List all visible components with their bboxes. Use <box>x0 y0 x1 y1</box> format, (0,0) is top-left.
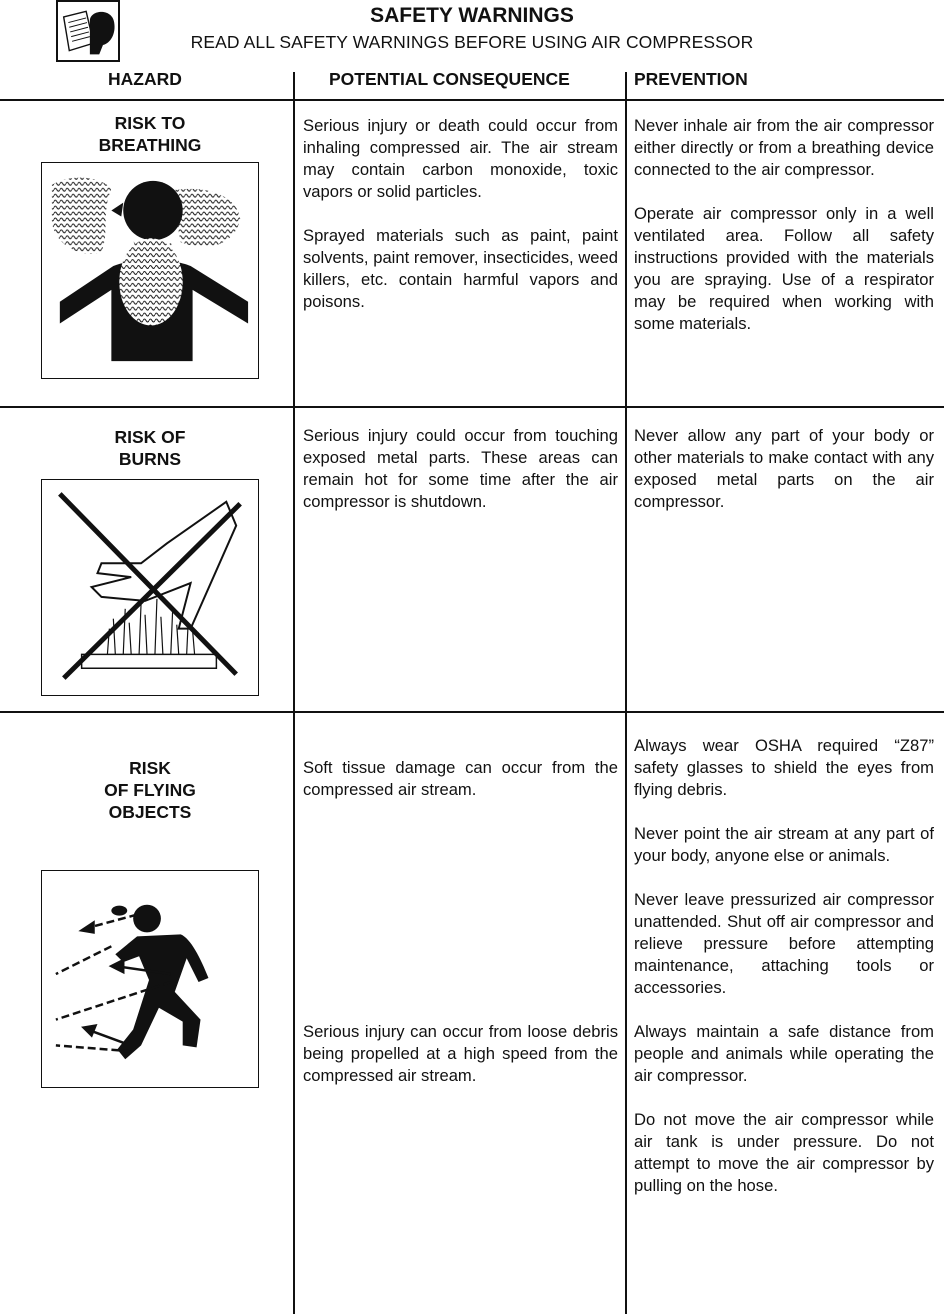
hot-surface-icon <box>41 479 259 696</box>
hazard-label-breathing: RISK TO BREATHING <box>98 113 202 155</box>
hazard-label-flying-objects: RISK OF FLYING OBJECTS <box>104 758 196 822</box>
column-header-consequence: POTENTIAL CONSEQUENCE <box>329 69 570 89</box>
consequence-text-flying-objects-1: Soft tissue damage can occur from the compressed air stream. <box>303 758 618 799</box>
row-divider <box>0 711 944 713</box>
consequence-text-breathing: Serious injury or death could occur from inhaling compressed air. The air stream may contain carbon monoxide, toxic vapors or solid particles. Sprayed materials such as paint, paint solvents, paint remover, insecticides, weed killers, etc. contain harmful vapors and poisons. <box>303 116 618 311</box>
breathing-hazard-icon <box>41 162 259 379</box>
column-header-hazard: HAZARD <box>108 69 182 89</box>
hazard-label-burns: RISK OF BURNS <box>114 427 186 469</box>
page-title: SAFETY WARNINGS <box>370 4 574 27</box>
consequence-text-flying-objects-2: Serious injury can occur from loose debris being propelled at a high speed from the compressed air stream. <box>303 1022 618 1085</box>
column-header-prevention: PREVENTION <box>634 69 748 89</box>
prevention-text-breathing: Never inhale air from the air compressor either directly or from a breathing device connected to the air compressor. Operate air compressor only in a well ventilated area. Follow all safety instructions provided with the materials you are spraying. Use of a respirator may be required when working with some materials. <box>634 116 934 333</box>
page-subtitle: READ ALL SAFETY WARNINGS BEFORE USING AIR COMPRESSOR <box>190 32 754 52</box>
row-divider <box>0 406 944 408</box>
prevention-text-flying-objects: Always wear OSHA required “Z87” safety glasses to shield the eyes from flying debris. Never point the air stream at any part of your body, anyone else or animals. Never leave pressurized air compressor unattended. Shut off air compressor and relieve pressure before attempting maintenance, attaching tools or accessories. Always maintain a safe distance from people and animals while operating the air compressor. Do not move the air compressor while air tank is under pressure. Do not attempt to move the air compressor by pulling on the hose. <box>634 736 934 1195</box>
consequence-text-burns: Serious injury could occur from touching exposed metal parts. These areas can remain hot for some time after the air compressor is shutdown. <box>303 426 618 511</box>
row-divider <box>0 99 944 101</box>
column-divider <box>293 72 295 1314</box>
flying-objects-icon <box>41 870 259 1088</box>
column-divider <box>625 72 627 1314</box>
prevention-text-burns: Never allow any part of your body or other materials to make contact with any exposed metal parts on the air compressor. <box>634 426 934 511</box>
